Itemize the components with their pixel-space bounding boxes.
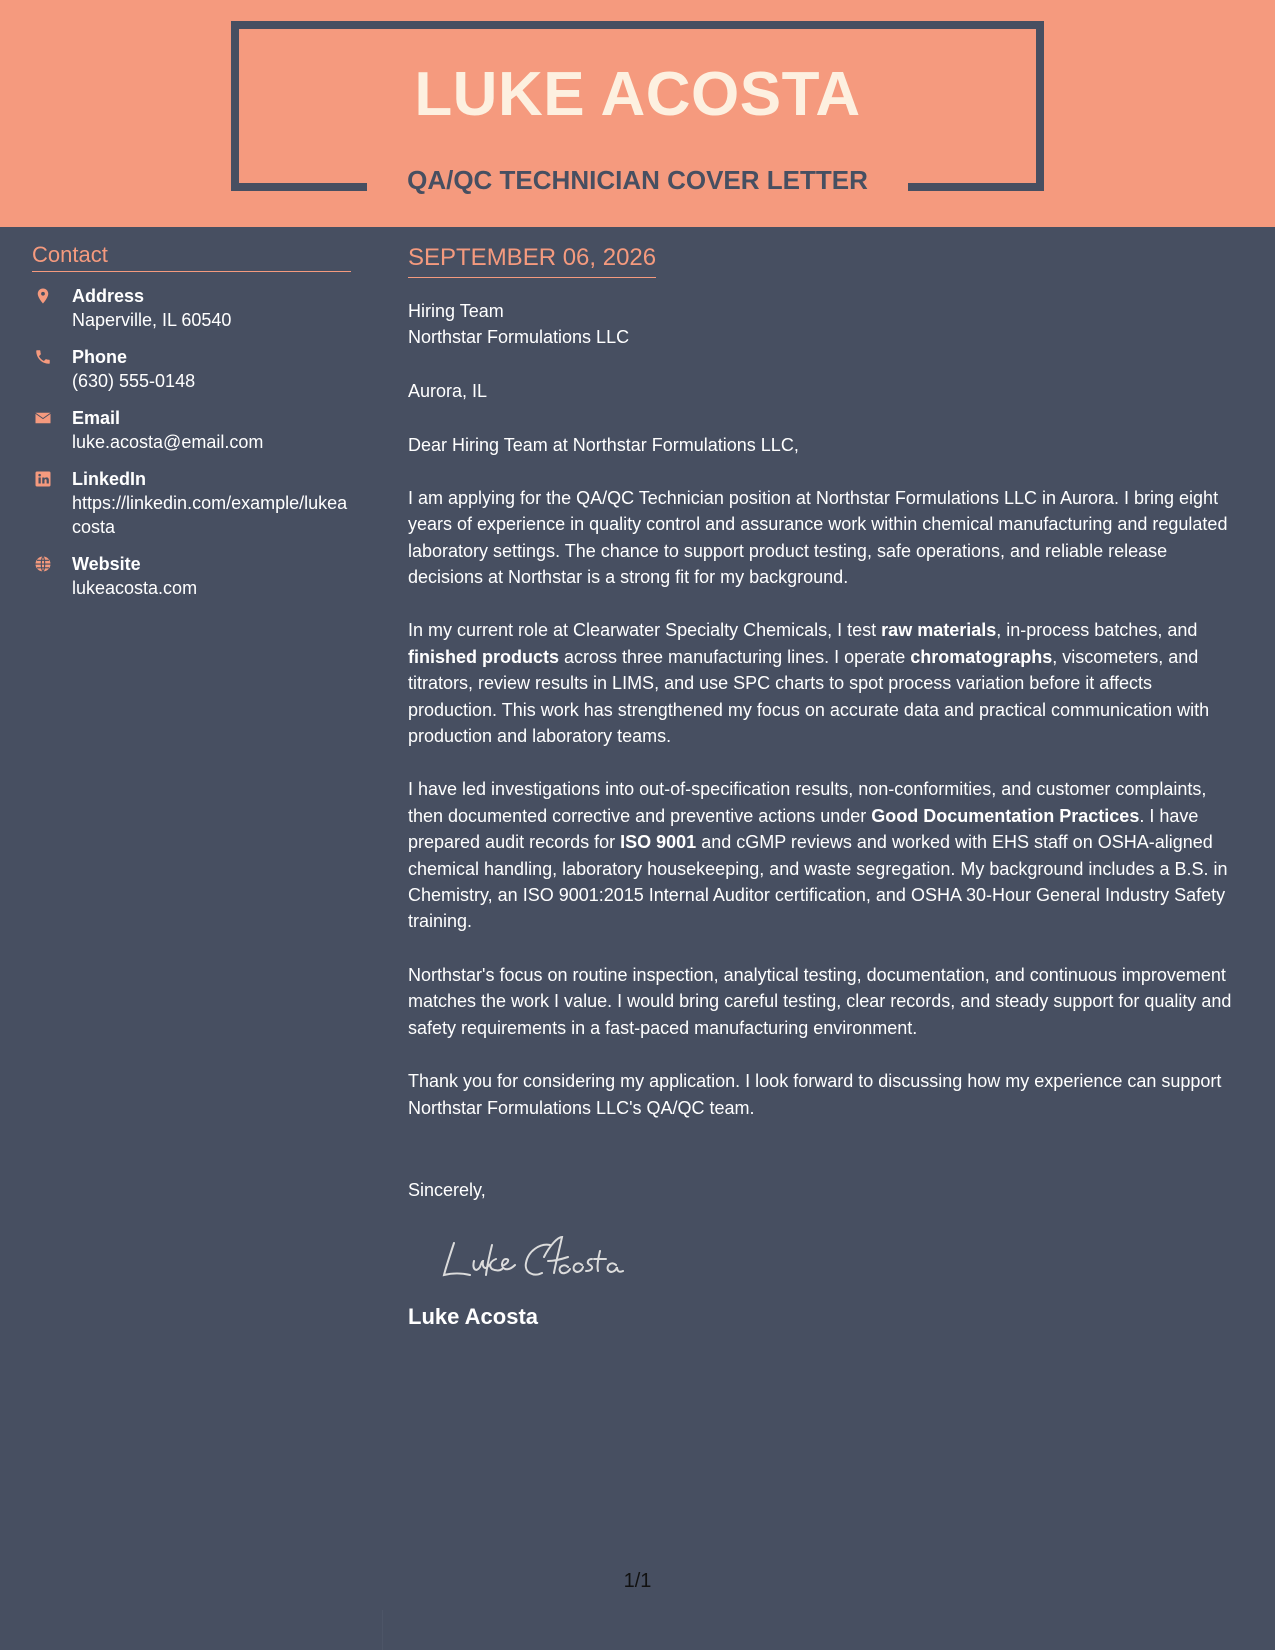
header-frame-bottom-right	[908, 183, 1044, 191]
letter-body	[408, 244, 1240, 1331]
map-pin-icon	[32, 284, 72, 305]
p2-text-1: In my current role at Clearwater Specialty Chemicals, I test	[408, 620, 882, 641]
linkedin-value[interactable]: https://linkedin.com/example/lukeacosta	[72, 493, 348, 538]
globe-icon	[32, 552, 72, 573]
address-value: Naperville, IL 60540	[72, 310, 232, 331]
p3-text-3: and cGMP reviews and worked with EHS staff on OSHA-aligned chemical handling, laboratory housekeeping, and waste segregation. My background includes a B.S. in Chemistry, an ISO 9001:2015 Internal Auditor certification, and OSHA 30-Hour General Industry Safety training.	[408, 832, 1228, 932]
recipient-block	[408, 298, 1240, 350]
website-value[interactable]: lukeacosta.com	[72, 578, 198, 599]
p2-bold-1: raw materials	[881, 620, 997, 641]
paragraph-1: I am applying for the QA/QC Technician position at Northstar Formulations LLC in Aurora. I bring eight years of experience in quality control and assurance work within chemical manufacturing and regulated laboratory settings. The chance to support product testing, safe operations, and reliable release decisions at Northstar is a strong fit for my background.	[408, 487, 1228, 588]
p2-text-2: , in-process batches, and	[996, 620, 1198, 641]
contact-item-phone	[32, 345, 351, 393]
email-value[interactable]: luke.acosta@email.com	[72, 432, 264, 453]
applicant-name: LUKE ACOSTA	[414, 60, 861, 129]
salutation: Dear Hiring Team at Northstar Formulations LLC,	[408, 434, 799, 455]
paragraph-3	[408, 776, 1240, 934]
page-number: 1/1	[623, 1570, 652, 1592]
column-divider	[382, 1610, 383, 1650]
phone-value: (630) 555-0148	[72, 371, 196, 392]
envelope-icon	[32, 406, 72, 427]
email-label: Email	[72, 408, 121, 429]
address-label: Address	[72, 286, 145, 307]
contact-sidebar	[32, 242, 351, 613]
p2-text-3: across three manufacturing lines. I operate	[559, 646, 911, 667]
recipient-line-1: Hiring Team	[408, 300, 504, 321]
paragraph-2	[408, 617, 1240, 749]
paragraph-4: Northstar's focus on routine inspection, analytical testing, documentation, and continuous improvement matches the work I value. I would bring careful testing, clear records, and steady support for quality and safety requirements in a fast-paced manufacturing environment.	[408, 964, 1232, 1038]
phone-label: Phone	[72, 347, 128, 368]
paragraph-5: Thank you for considering my application. I look forward to discussing how my experience can support Northstar Formulations LLC's QA/QC team.	[408, 1071, 1222, 1118]
closing: Sincerely,	[408, 1179, 486, 1200]
p3-bold-2: ISO 9001	[620, 832, 697, 853]
linkedin-icon	[32, 467, 72, 488]
contact-item-website	[32, 552, 351, 600]
p2-text-4: , viscometers, and titrators, review results in LIMS, and use SPC charts to spot process variation before it affects production. This work has strengthened my focus on accurate data and practical communication with production and laboratory teams.	[408, 646, 1210, 747]
p2-bold-3: chromatographs	[910, 646, 1053, 667]
p3-text-1: I have led investigations into out-of-specification results, non-conformities, and customer complaints, then documented corrective and preventive actions under	[408, 779, 1207, 826]
handwritten-signature	[440, 1231, 1240, 1291]
phone-icon	[32, 345, 72, 366]
p3-bold-1: Good Documentation Practices	[871, 805, 1140, 826]
p2-bold-2: finished products	[408, 646, 560, 667]
recipient-location: Aurora, IL	[408, 380, 488, 401]
signer-name: Luke Acosta	[408, 1303, 539, 1329]
recipient-line-2: Northstar Formulations LLC	[408, 326, 630, 347]
document-title: QA/QC TECHNICIAN COVER LETTER	[407, 165, 868, 195]
header-frame-bottom-left	[231, 183, 367, 191]
contact-item-linkedin	[32, 467, 351, 539]
contact-heading: Contact	[32, 242, 351, 272]
contact-item-address	[32, 284, 351, 332]
letter-date: SEPTEMBER 06, 2026	[408, 244, 656, 278]
website-label: Website	[72, 554, 141, 575]
p3-text-2: . I have prepared audit records for	[408, 805, 1199, 853]
contact-item-email	[32, 406, 351, 454]
linkedin-label: LinkedIn	[72, 469, 147, 490]
